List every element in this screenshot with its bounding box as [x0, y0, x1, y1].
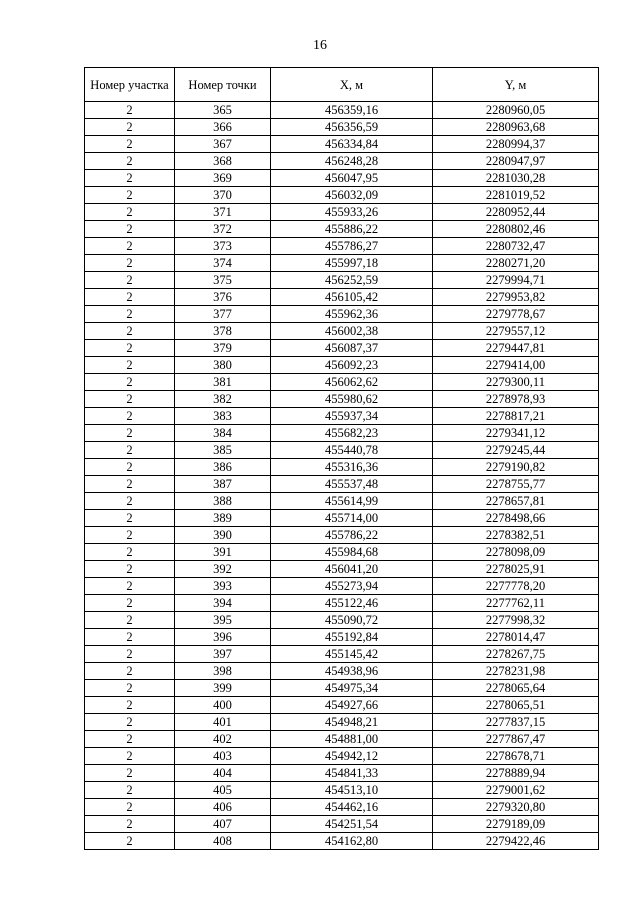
table-row [85, 391, 599, 408]
cell-point-number: 393 [175, 578, 271, 595]
cell-y: 2279994,71 [433, 272, 599, 289]
cell-parcel-number: 2 [85, 510, 175, 527]
table-row [85, 493, 599, 510]
cell-x: 455682,23 [271, 425, 433, 442]
cell-parcel-number: 2 [85, 612, 175, 629]
cell-y: 2280994,37 [433, 136, 599, 153]
table-row [85, 153, 599, 170]
table-row [85, 765, 599, 782]
table-row [85, 799, 599, 816]
table-row [85, 680, 599, 697]
table-row [85, 119, 599, 136]
cell-point-number: 382 [175, 391, 271, 408]
cell-point-number: 372 [175, 221, 271, 238]
cell-parcel-number: 2 [85, 408, 175, 425]
table-row [85, 289, 599, 306]
cell-x: 456248,28 [271, 153, 433, 170]
cell-x: 455273,94 [271, 578, 433, 595]
cell-point-number: 383 [175, 408, 271, 425]
cell-parcel-number: 2 [85, 289, 175, 306]
cell-x: 455933,26 [271, 204, 433, 221]
cell-parcel-number: 2 [85, 476, 175, 493]
cell-point-number: 379 [175, 340, 271, 357]
cell-point-number: 405 [175, 782, 271, 799]
cell-parcel-number: 2 [85, 136, 175, 153]
cell-x: 456359,16 [271, 102, 433, 119]
table-row [85, 612, 599, 629]
cell-y: 2279001,62 [433, 782, 599, 799]
table-row [85, 238, 599, 255]
cell-point-number: 369 [175, 170, 271, 187]
cell-parcel-number: 2 [85, 442, 175, 459]
table-row [85, 408, 599, 425]
table-row [85, 561, 599, 578]
cell-parcel-number: 2 [85, 374, 175, 391]
table-row [85, 340, 599, 357]
cell-x: 455937,34 [271, 408, 433, 425]
cell-y: 2279189,09 [433, 816, 599, 833]
cell-x: 454462,16 [271, 799, 433, 816]
cell-parcel-number: 2 [85, 459, 175, 476]
cell-point-number: 406 [175, 799, 271, 816]
table-row [85, 816, 599, 833]
cell-x: 455980,62 [271, 391, 433, 408]
cell-x: 456032,09 [271, 187, 433, 204]
cell-parcel-number: 2 [85, 357, 175, 374]
table-row [85, 544, 599, 561]
cell-point-number: 400 [175, 697, 271, 714]
cell-x: 455537,48 [271, 476, 433, 493]
table-row [85, 629, 599, 646]
table-row [85, 663, 599, 680]
cell-x: 456105,42 [271, 289, 433, 306]
cell-parcel-number: 2 [85, 765, 175, 782]
cell-point-number: 384 [175, 425, 271, 442]
header-x: X, м [271, 68, 433, 102]
cell-y: 2279557,12 [433, 323, 599, 340]
table-row [85, 374, 599, 391]
table-row [85, 187, 599, 204]
coordinates-table [84, 67, 599, 850]
cell-parcel-number: 2 [85, 153, 175, 170]
cell-y: 2279414,00 [433, 357, 599, 374]
cell-y: 2278098,09 [433, 544, 599, 561]
cell-x: 455440,78 [271, 442, 433, 459]
cell-x: 456062,62 [271, 374, 433, 391]
table-row [85, 204, 599, 221]
cell-point-number: 370 [175, 187, 271, 204]
cell-parcel-number: 2 [85, 595, 175, 612]
cell-parcel-number: 2 [85, 646, 175, 663]
cell-x: 455090,72 [271, 612, 433, 629]
cell-parcel-number: 2 [85, 833, 175, 850]
cell-parcel-number: 2 [85, 561, 175, 578]
table-row [85, 595, 599, 612]
cell-y: 2280802,46 [433, 221, 599, 238]
cell-parcel-number: 2 [85, 527, 175, 544]
cell-y: 2279447,81 [433, 340, 599, 357]
cell-point-number: 408 [175, 833, 271, 850]
cell-point-number: 366 [175, 119, 271, 136]
cell-x: 455614,99 [271, 493, 433, 510]
cell-y: 2280271,20 [433, 255, 599, 272]
cell-point-number: 396 [175, 629, 271, 646]
cell-y: 2278014,47 [433, 629, 599, 646]
cell-point-number: 380 [175, 357, 271, 374]
cell-x: 454513,10 [271, 782, 433, 799]
cell-x: 455786,22 [271, 527, 433, 544]
cell-parcel-number: 2 [85, 680, 175, 697]
table-row [85, 255, 599, 272]
table-row [85, 833, 599, 850]
table-row [85, 306, 599, 323]
cell-parcel-number: 2 [85, 221, 175, 238]
table-row [85, 748, 599, 765]
cell-y: 2279190,82 [433, 459, 599, 476]
cell-y: 2278231,98 [433, 663, 599, 680]
cell-y: 2278382,51 [433, 527, 599, 544]
table-row [85, 527, 599, 544]
cell-parcel-number: 2 [85, 663, 175, 680]
cell-y: 2278065,64 [433, 680, 599, 697]
table-row [85, 272, 599, 289]
table-row [85, 646, 599, 663]
cell-point-number: 386 [175, 459, 271, 476]
table-row [85, 357, 599, 374]
cell-y: 2280947,97 [433, 153, 599, 170]
cell-y: 2279245,44 [433, 442, 599, 459]
cell-point-number: 394 [175, 595, 271, 612]
cell-y: 2278678,71 [433, 748, 599, 765]
cell-parcel-number: 2 [85, 340, 175, 357]
cell-parcel-number: 2 [85, 306, 175, 323]
cell-x: 456252,59 [271, 272, 433, 289]
cell-y: 2279341,12 [433, 425, 599, 442]
cell-point-number: 374 [175, 255, 271, 272]
table-row [85, 323, 599, 340]
cell-y: 2278065,51 [433, 697, 599, 714]
table-row [85, 136, 599, 153]
cell-x: 454881,00 [271, 731, 433, 748]
cell-y: 2280952,44 [433, 204, 599, 221]
cell-point-number: 375 [175, 272, 271, 289]
cell-parcel-number: 2 [85, 782, 175, 799]
cell-x: 456087,37 [271, 340, 433, 357]
cell-point-number: 395 [175, 612, 271, 629]
cell-y: 2277867,47 [433, 731, 599, 748]
cell-x: 454162,80 [271, 833, 433, 850]
cell-x: 454948,21 [271, 714, 433, 731]
cell-x: 454942,12 [271, 748, 433, 765]
cell-parcel-number: 2 [85, 255, 175, 272]
table-row [85, 442, 599, 459]
cell-y: 2279953,82 [433, 289, 599, 306]
cell-x: 456356,59 [271, 119, 433, 136]
cell-point-number: 371 [175, 204, 271, 221]
cell-point-number: 376 [175, 289, 271, 306]
cell-point-number: 365 [175, 102, 271, 119]
cell-y: 2280960,05 [433, 102, 599, 119]
header-parcel-number: Номер участка [85, 68, 175, 102]
cell-x: 456041,20 [271, 561, 433, 578]
header-point-number: Номер точки [175, 68, 271, 102]
cell-point-number: 378 [175, 323, 271, 340]
cell-x: 454938,96 [271, 663, 433, 680]
cell-x: 456334,84 [271, 136, 433, 153]
cell-point-number: 368 [175, 153, 271, 170]
cell-point-number: 388 [175, 493, 271, 510]
cell-parcel-number: 2 [85, 102, 175, 119]
cell-x: 456002,38 [271, 323, 433, 340]
cell-x: 455886,22 [271, 221, 433, 238]
cell-x: 455192,84 [271, 629, 433, 646]
table-row [85, 782, 599, 799]
cell-parcel-number: 2 [85, 748, 175, 765]
table-row [85, 697, 599, 714]
table-row [85, 510, 599, 527]
cell-y: 2280963,68 [433, 119, 599, 136]
cell-x: 455962,36 [271, 306, 433, 323]
cell-parcel-number: 2 [85, 323, 175, 340]
cell-y: 2280732,47 [433, 238, 599, 255]
cell-parcel-number: 2 [85, 272, 175, 289]
cell-point-number: 377 [175, 306, 271, 323]
table-row [85, 578, 599, 595]
cell-parcel-number: 2 [85, 170, 175, 187]
cell-point-number: 403 [175, 748, 271, 765]
cell-x: 456047,95 [271, 170, 433, 187]
cell-point-number: 367 [175, 136, 271, 153]
cell-parcel-number: 2 [85, 799, 175, 816]
cell-parcel-number: 2 [85, 731, 175, 748]
cell-y: 2278657,81 [433, 493, 599, 510]
table-row [85, 714, 599, 731]
cell-x: 454975,34 [271, 680, 433, 697]
cell-x: 455714,00 [271, 510, 433, 527]
cell-y: 2278755,77 [433, 476, 599, 493]
table-row [85, 476, 599, 493]
cell-y: 2281019,52 [433, 187, 599, 204]
table-row [85, 731, 599, 748]
table-header-row [85, 68, 599, 102]
cell-point-number: 381 [175, 374, 271, 391]
table-row [85, 221, 599, 238]
table-body [85, 102, 599, 850]
cell-point-number: 397 [175, 646, 271, 663]
cell-y: 2277837,15 [433, 714, 599, 731]
cell-parcel-number: 2 [85, 391, 175, 408]
cell-point-number: 385 [175, 442, 271, 459]
cell-parcel-number: 2 [85, 493, 175, 510]
cell-parcel-number: 2 [85, 425, 175, 442]
cell-y: 2278025,91 [433, 561, 599, 578]
cell-y: 2278978,93 [433, 391, 599, 408]
cell-point-number: 392 [175, 561, 271, 578]
header-y: Y, м [433, 68, 599, 102]
cell-point-number: 390 [175, 527, 271, 544]
cell-y: 2277762,11 [433, 595, 599, 612]
cell-point-number: 389 [175, 510, 271, 527]
cell-point-number: 373 [175, 238, 271, 255]
cell-parcel-number: 2 [85, 119, 175, 136]
cell-y: 2279320,80 [433, 799, 599, 816]
cell-y: 2279422,46 [433, 833, 599, 850]
cell-y: 2278267,75 [433, 646, 599, 663]
cell-parcel-number: 2 [85, 238, 175, 255]
cell-parcel-number: 2 [85, 714, 175, 731]
cell-y: 2279778,67 [433, 306, 599, 323]
cell-point-number: 391 [175, 544, 271, 561]
cell-x: 455786,27 [271, 238, 433, 255]
cell-y: 2277998,32 [433, 612, 599, 629]
cell-parcel-number: 2 [85, 697, 175, 714]
cell-parcel-number: 2 [85, 187, 175, 204]
cell-x: 455316,36 [271, 459, 433, 476]
cell-y: 2281030,28 [433, 170, 599, 187]
cell-point-number: 399 [175, 680, 271, 697]
cell-x: 454841,33 [271, 765, 433, 782]
cell-parcel-number: 2 [85, 578, 175, 595]
table-row [85, 459, 599, 476]
page-number: 16 [313, 38, 327, 53]
cell-point-number: 387 [175, 476, 271, 493]
cell-y: 2278889,94 [433, 765, 599, 782]
table-row [85, 425, 599, 442]
table-row [85, 170, 599, 187]
cell-point-number: 404 [175, 765, 271, 782]
cell-parcel-number: 2 [85, 629, 175, 646]
cell-x: 454251,54 [271, 816, 433, 833]
cell-x: 455122,46 [271, 595, 433, 612]
cell-x: 455997,18 [271, 255, 433, 272]
cell-parcel-number: 2 [85, 544, 175, 561]
cell-x: 455145,42 [271, 646, 433, 663]
cell-x: 455984,68 [271, 544, 433, 561]
cell-point-number: 401 [175, 714, 271, 731]
cell-y: 2278498,66 [433, 510, 599, 527]
cell-x: 454927,66 [271, 697, 433, 714]
cell-parcel-number: 2 [85, 816, 175, 833]
table-row [85, 102, 599, 119]
cell-point-number: 398 [175, 663, 271, 680]
cell-y: 2277778,20 [433, 578, 599, 595]
cell-point-number: 407 [175, 816, 271, 833]
cell-x: 456092,23 [271, 357, 433, 374]
cell-y: 2278817,21 [433, 408, 599, 425]
cell-parcel-number: 2 [85, 204, 175, 221]
cell-point-number: 402 [175, 731, 271, 748]
cell-y: 2279300,11 [433, 374, 599, 391]
